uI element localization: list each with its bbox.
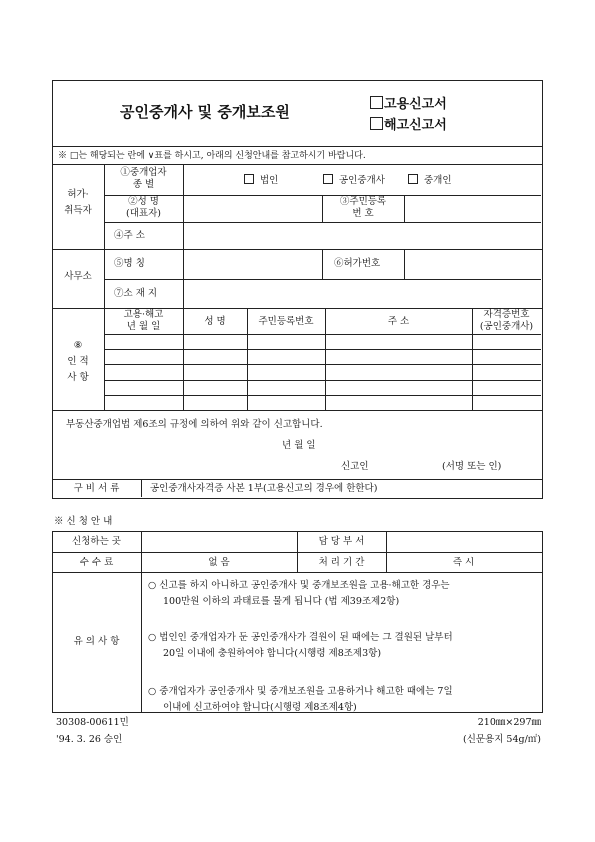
office-location-label: ⑦소 재 지 bbox=[114, 288, 158, 299]
office-name-field[interactable] bbox=[184, 250, 321, 278]
office-name-label: ⑤명 칭 bbox=[114, 258, 145, 269]
office-section-label: 사무소 bbox=[64, 271, 92, 282]
fee-label: 수 수 료 bbox=[79, 557, 114, 568]
broker-type-option-corp[interactable]: 법인 bbox=[244, 174, 278, 187]
name-label: ②성 명 (대표자) bbox=[126, 196, 161, 219]
licensee-section-label: 허가· 취득자 bbox=[64, 189, 92, 216]
broker-type-option-agent[interactable]: 공인중개사 bbox=[323, 174, 385, 187]
agent-checkbox[interactable] bbox=[323, 174, 333, 184]
col-date-header: 고용·해고 년 월 일 bbox=[123, 309, 164, 332]
corp-checkbox[interactable] bbox=[244, 174, 254, 184]
period-value: 즉 시 bbox=[452, 557, 475, 568]
notice-text: ※ □는 해당되는 란에 ∨표를 하시고, 아래의 신청안내를 참고하시기 바랍니다. bbox=[58, 151, 366, 161]
form-title: 공인중개사 및 중개보조원 bbox=[120, 103, 290, 121]
personnel-section-label: ⑧ 인 적 사 항 bbox=[67, 340, 89, 383]
office-location-field[interactable] bbox=[184, 280, 540, 307]
rrn-field[interactable] bbox=[405, 196, 540, 221]
fire-option[interactable]: 해고신고서 bbox=[370, 117, 447, 134]
col-address-header: 주 소 bbox=[387, 316, 410, 327]
col-name-header: 성 명 bbox=[204, 316, 226, 327]
address-field[interactable] bbox=[184, 223, 540, 248]
hire-checkbox[interactable] bbox=[370, 96, 383, 109]
broker-type-label: ①중개업자 종 별 bbox=[120, 167, 167, 190]
paper-size: 210㎜×297㎜ bbox=[477, 717, 541, 728]
col-cert-header: 자격증번호 (공인중개사) bbox=[479, 309, 534, 332]
period-label: 처 리 기 간 bbox=[318, 557, 365, 568]
hire-option[interactable]: 고용신고서 bbox=[370, 96, 447, 113]
notes-label: 유 의 사 항 bbox=[73, 636, 120, 647]
rrn-label: ③주민등록 번 호 bbox=[339, 196, 387, 219]
guide-heading: ※ 신 청 안 내 bbox=[54, 516, 113, 527]
permit-number-label: ⑥허가번호 bbox=[334, 258, 381, 269]
col-rrn-header: 주민등록번호 bbox=[258, 316, 314, 327]
broker-type-option-broker[interactable]: 중개인 bbox=[408, 174, 452, 187]
paper-type: (신문용지 54g/㎡) bbox=[462, 734, 541, 745]
documents-label: 구 비 서 류 bbox=[73, 483, 120, 494]
fee-value: 없 음 bbox=[208, 557, 230, 568]
signature-field[interactable]: (서명 또는 인) bbox=[442, 461, 502, 472]
dept-label: 담 당 부 서 bbox=[318, 536, 365, 547]
note-1: ○ 신고를 하지 아니하고 공인중개사 및 중개보조원을 고용·해고한 경우는 100만원 이하의 과태료를 물게 됩니다 (법 제39조제2항) bbox=[148, 580, 450, 607]
declaration-date[interactable]: 년 월 일 bbox=[282, 440, 316, 451]
declaration-text: 부동산중개업법 제6조의 규정에 의하여 위와 같이 신고합니다. bbox=[66, 419, 323, 430]
approval-date: '94. 3. 26 승인 bbox=[56, 734, 123, 745]
broker-checkbox[interactable] bbox=[408, 174, 418, 184]
note-3: ○ 중개업자가 공인중개사 및 중개보조원을 고용하거나 해고한 때에는 7일 이내에 신고하여야 합니다(시행령 제8조제4항) bbox=[148, 686, 453, 713]
documents-value: 공인중개사자격증 사본 1부(고용신고의 경우에 한한다) bbox=[150, 483, 378, 494]
form-code: 30308-00611민 bbox=[56, 717, 129, 728]
permit-number-field[interactable] bbox=[405, 250, 540, 278]
name-field[interactable] bbox=[184, 196, 321, 221]
address-label: ④주 소 bbox=[114, 230, 145, 241]
note-2: ○ 법인인 중개업자가 둔 공인중개사가 결원이 된 때에는 그 결원된 날부터 20일 이내에 충원하여야 합니다(시행령 제8조제3항) bbox=[148, 632, 453, 659]
submit-to-label: 신청하는 곳 bbox=[72, 536, 121, 547]
applicant-label: 신고인 bbox=[341, 461, 369, 472]
fire-checkbox[interactable] bbox=[370, 117, 383, 130]
